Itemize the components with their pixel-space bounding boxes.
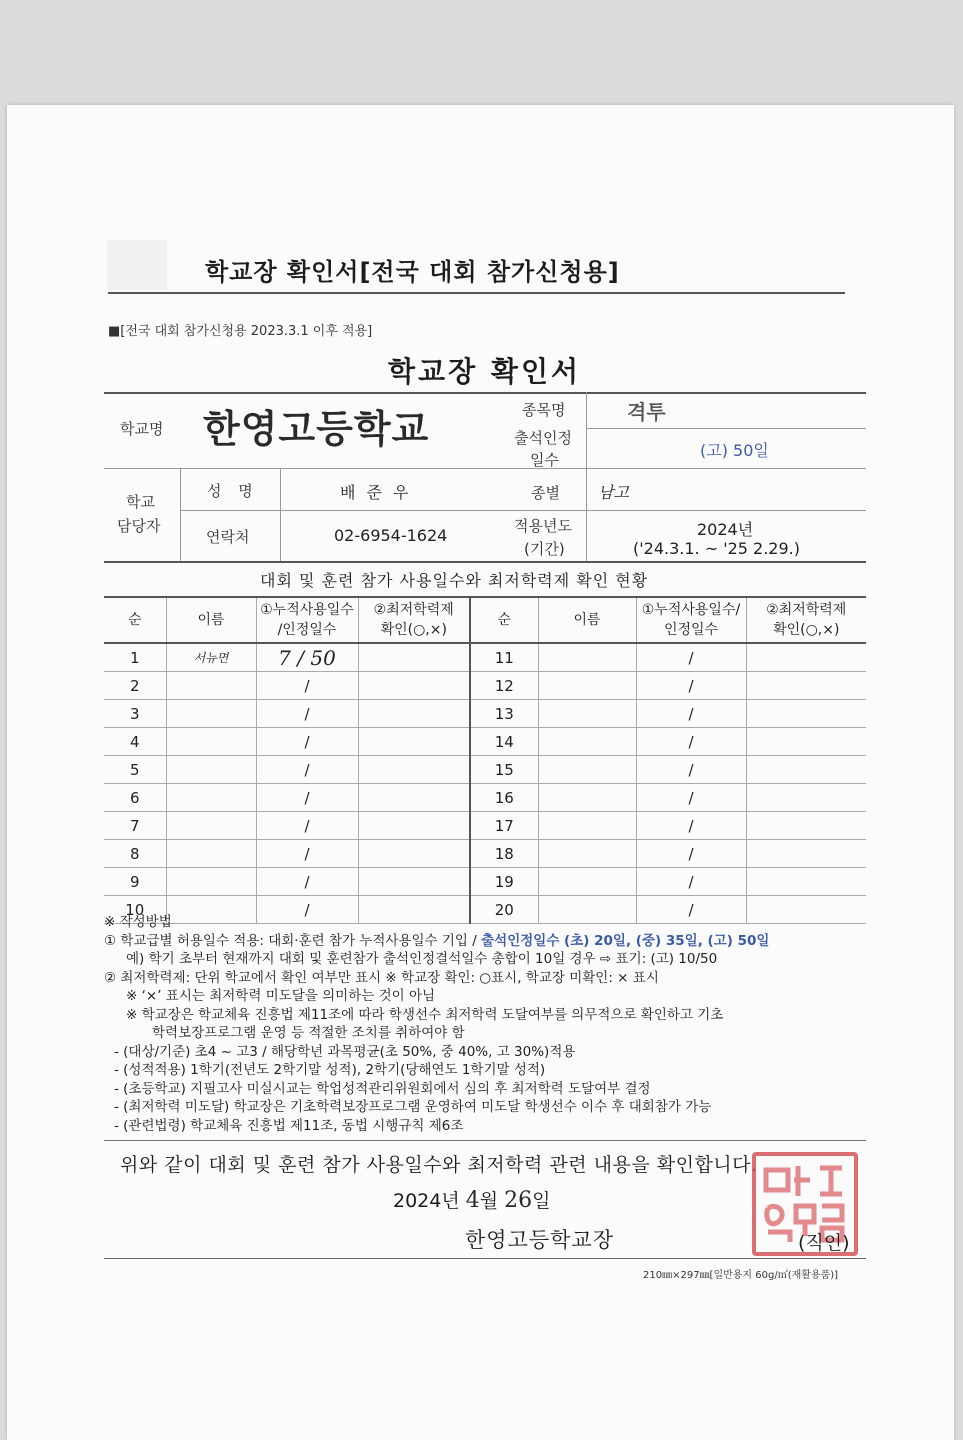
notes-heading: ※ 작성방법 <box>104 914 172 930</box>
attendance-value: (고) 50일 <box>700 441 769 460</box>
bullet-5: - (관련법령) 학교체육 진흥법 제11조, 동법 시행규칙 제6조 <box>114 1117 464 1134</box>
info-line <box>104 468 866 469</box>
row-name-left <box>166 812 256 840</box>
date-month-unit: 월 <box>479 1190 499 1212</box>
row-name-right <box>538 756 636 784</box>
row-name-left <box>166 728 256 756</box>
header-name-text: 이름 <box>197 612 225 628</box>
note-1-example: 예) 학기 초부터 현재까지 대회 및 훈련참가 출석인정결석일수 총합이 10일 경우 ⇨ 표기: (고) 10/50 <box>126 951 718 967</box>
row-min-left <box>358 728 470 756</box>
info-divider <box>280 468 281 561</box>
row-no-right: 16 <box>470 784 538 812</box>
row-no-right: 12 <box>470 672 538 700</box>
row-name-right <box>538 812 636 840</box>
note-2-sub1: ※ ‘×’ 표시는 최저학력 미도달을 의미하는 것이 아님 <box>126 988 436 1004</box>
row-no-left: 5 <box>104 756 166 784</box>
gender-label: 종별 <box>531 484 560 502</box>
row-min-left <box>358 784 470 812</box>
manager-label-1: 학교 <box>126 493 155 511</box>
issue-date <box>393 1186 551 1213</box>
row-days-left: / <box>256 784 358 812</box>
row-min-right <box>746 728 866 756</box>
row-no-left: 4 <box>104 728 166 756</box>
row-days-left: / <box>256 756 358 784</box>
table-header-row <box>104 597 866 643</box>
row-name-left <box>166 756 256 784</box>
row-days-left: / <box>256 700 358 728</box>
row-days-left: / <box>256 728 358 756</box>
table-row <box>104 756 866 784</box>
row-days-right: / <box>636 700 746 728</box>
applies-note: ■[전국 대회 참가신청용 2023.3.1 이후 적용] <box>108 324 373 339</box>
row-no-right: 11 <box>470 643 538 672</box>
header-min-right-line1: ②최저학력제 <box>766 602 847 618</box>
event-value: 격투 <box>627 400 666 424</box>
name-value: 배 준 우 <box>340 483 412 502</box>
row-days-right: / <box>636 643 746 672</box>
table-title: 대회 및 훈련 참가 사용일수와 최저학력제 확인 현황 <box>260 571 649 590</box>
table-row <box>104 868 866 896</box>
header-no-right <box>470 597 538 643</box>
table-row <box>104 840 866 868</box>
attendance-label-2: 일수 <box>530 451 559 469</box>
row-days-left: / <box>256 672 358 700</box>
paper-spec: 210㎜×297㎜[일반용지 60g/㎡(재활용품)] <box>643 1270 839 1281</box>
table-row <box>104 700 866 728</box>
table-row <box>104 784 866 812</box>
info-line <box>586 428 866 429</box>
row-days-right: / <box>636 756 746 784</box>
row-name-left <box>166 784 256 812</box>
row-no-right: 15 <box>470 756 538 784</box>
info-bottom-rule <box>104 561 866 563</box>
header-name-right-text: 이름 <box>573 612 601 628</box>
school-label: 학교명 <box>120 420 164 438</box>
table-row <box>104 643 866 672</box>
row-days-right: / <box>636 728 746 756</box>
header-name <box>166 597 256 643</box>
row-no-left: 7 <box>104 812 166 840</box>
row-min-left <box>358 643 470 672</box>
row-name-right <box>538 868 636 896</box>
bullet-1: - (대상/기준) 초4 ~ 고3 / 해당학년 과목평균(초 50%, 중 40%, 고 30%)적용 <box>114 1043 576 1060</box>
row-min-right <box>746 868 866 896</box>
note-1-text: ① 학교급별 허용일수 적용: 대회·훈련 참가 누적사용일수 기입 / <box>104 932 482 949</box>
redacted-area <box>107 240 167 290</box>
date-month: 4 <box>465 1188 480 1213</box>
footer-rule <box>104 1258 866 1259</box>
row-no-left: 8 <box>104 840 166 868</box>
header-no-right-text: 순 <box>497 612 512 628</box>
notes-rule <box>104 1140 866 1141</box>
row-days-right: / <box>636 868 746 896</box>
header-no <box>104 597 166 643</box>
header-days-line1: ①누적사용일수 <box>260 602 354 618</box>
seal-label: (직인) <box>798 1232 850 1254</box>
row-min-right <box>746 840 866 868</box>
header-no-text: 순 <box>127 612 142 628</box>
row-days-left: / <box>256 868 358 896</box>
header-days-right <box>636 597 746 643</box>
year-label-1: 적용년도 <box>514 517 572 535</box>
manager-label-2: 담당자 <box>117 517 161 535</box>
date-year: 2024년 <box>393 1190 460 1212</box>
note-2-sub3: 학력보장프로그램 운영 등 적절한 조치를 취하여야 함 <box>152 1025 465 1041</box>
note-2: ② 최저학력제: 단위 학교에서 확인 여부만 표시 ※ 학교장 확인: ○표시, 학교장 미확인: × 표시 <box>104 969 659 986</box>
table-row <box>104 812 866 840</box>
row-min-left <box>358 868 470 896</box>
row-no-right: 17 <box>470 812 538 840</box>
header-min-right <box>746 597 866 643</box>
row-no-right: 18 <box>470 840 538 868</box>
row-no-left: 10 <box>104 896 166 924</box>
header-name-right <box>538 597 636 643</box>
document-header-title: 학교장 확인서[전국 대회 참가신청용] <box>205 258 620 286</box>
row-days-right: / <box>636 812 746 840</box>
confirmation-statement: 위와 같이 대회 및 훈련 참가 사용일수와 최저학력 관련 내용을 확인합니다. <box>120 1154 758 1176</box>
contact-label: 연락처 <box>206 528 250 546</box>
row-no-left: 6 <box>104 784 166 812</box>
date-day-unit: 일 <box>532 1190 551 1212</box>
table-row <box>104 672 866 700</box>
info-top-rule <box>104 392 866 394</box>
row-min-left <box>358 812 470 840</box>
info-line <box>180 510 866 511</box>
name-label: 성 명 <box>207 482 259 500</box>
row-days-left: / <box>256 840 358 868</box>
principal-signature-line: 한영고등학교장 <box>465 1228 615 1252</box>
row-min-left <box>358 756 470 784</box>
note-1-highlight: 출석인정일수 (초) 20일, (중) 35일, (고) 50일 <box>481 932 770 949</box>
row-name-left <box>166 840 256 868</box>
row-min-right <box>746 700 866 728</box>
info-divider <box>586 392 587 561</box>
note-1 <box>104 932 874 951</box>
row-min-left <box>358 672 470 700</box>
row-no-right: 19 <box>470 868 538 896</box>
row-name-right <box>538 672 636 700</box>
row-name-right <box>538 840 636 868</box>
row-name-left <box>166 868 256 896</box>
contact-value: 02-6954-1624 <box>334 526 448 545</box>
year-value: 2024년 <box>697 520 754 539</box>
note-2-sub2: ※ 학교장은 학교체육 진흥법 제11조에 따라 학생선수 최저학력 도달여부를 의무적으로 확인하고 기초 <box>126 1006 724 1023</box>
header-min-right-line2: 확인(○,×) <box>773 622 840 638</box>
row-name-left <box>166 700 256 728</box>
header-days <box>256 597 358 643</box>
event-label: 종목명 <box>522 401 566 419</box>
row-no-left: 2 <box>104 672 166 700</box>
row-name-left: 서뉴면 <box>166 643 256 672</box>
info-divider <box>180 468 181 561</box>
row-no-left: 3 <box>104 700 166 728</box>
header-min <box>358 597 470 643</box>
header-min-line2: 확인(○,×) <box>380 622 447 638</box>
bullet-4: - (최저학력 미도달) 학교장은 기초학력보장프로그램 운영하여 미도달 학생선수 이수 후 대회참가 가능 <box>114 1099 712 1115</box>
row-days-right: / <box>636 896 746 924</box>
header-rule <box>108 292 845 294</box>
year-label-2: (기간) <box>524 540 565 558</box>
bullet-2: - (성적적용) 1학기(전년도 2학기말 성적), 2학기(당해연도 1학기말 성적) <box>114 1062 546 1078</box>
row-name-right <box>538 643 636 672</box>
row-name-right <box>538 728 636 756</box>
date-day: 26 <box>504 1188 533 1213</box>
header-min-line1: ②최저학력제 <box>373 602 454 618</box>
row-name-right <box>538 700 636 728</box>
row-days-right: / <box>636 784 746 812</box>
header-days-line2: /인정일수 <box>277 622 337 638</box>
row-days-right: / <box>636 672 746 700</box>
row-days-left: / <box>256 812 358 840</box>
row-min-right <box>746 756 866 784</box>
records-table <box>104 596 866 924</box>
row-min-right <box>746 812 866 840</box>
attendance-label-1: 출석인정 <box>514 429 572 447</box>
main-title: 학교장 확인서 <box>388 355 582 388</box>
row-min-right <box>746 784 866 812</box>
bullet-3: - (초등학교) 지필고사 미실시교는 학업성적관리위원회에서 심의 후 최저학력 도달여부 결정 <box>114 1080 651 1097</box>
row-days-left: / <box>256 896 358 924</box>
table-row <box>104 728 866 756</box>
row-days-left: 7 / 50 <box>256 643 358 672</box>
row-days-right: / <box>636 840 746 868</box>
row-name-right <box>538 784 636 812</box>
row-min-right <box>746 643 866 672</box>
row-no-right: 14 <box>470 728 538 756</box>
row-min-right <box>746 672 866 700</box>
row-no-right: 20 <box>470 896 538 924</box>
row-no-left: 9 <box>104 868 166 896</box>
period-value: ('24.3.1. ~ '25 2.29.) <box>633 539 800 558</box>
row-min-left <box>358 840 470 868</box>
row-no-right: 13 <box>470 700 538 728</box>
header-days-right-line2: 인정일수 <box>663 622 719 638</box>
gender-value: 남고 <box>598 483 629 502</box>
header-days-right-line1: ①누적사용일수/ <box>641 602 741 618</box>
row-no-left: 1 <box>104 643 166 672</box>
row-name-left <box>166 672 256 700</box>
writing-instructions <box>104 913 874 1135</box>
row-min-left <box>358 700 470 728</box>
school-value: 한영고등학교 <box>203 406 430 451</box>
